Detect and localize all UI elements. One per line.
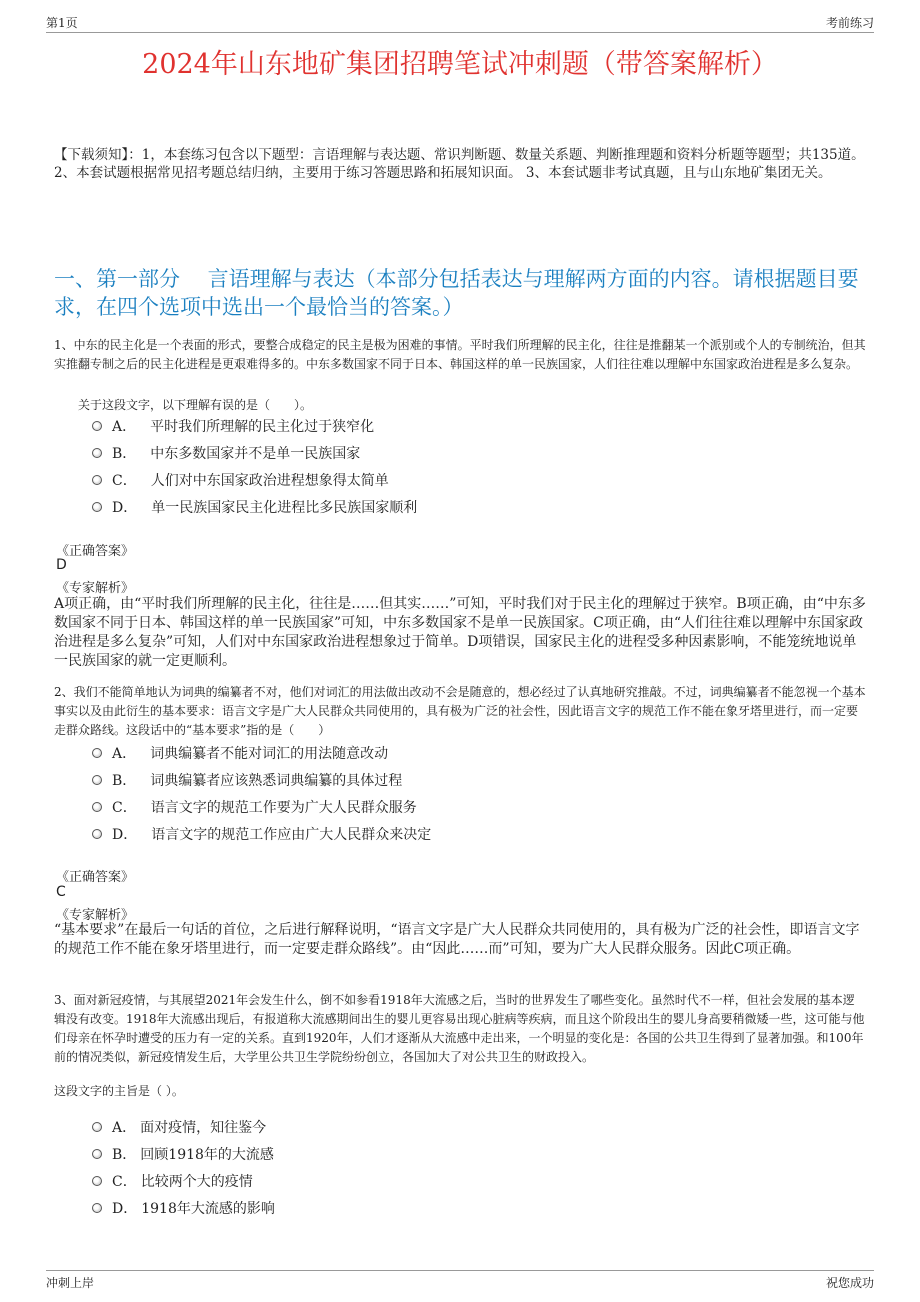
q1-option-c[interactable]: C． 人们对中东国家政治进程想象得太简单	[92, 470, 389, 490]
footer-right-text: 祝您成功	[825, 1276, 874, 1290]
section-heading: 一、第一部分 言语理解与表达（本部分包括表达与理解两方面的内容。请根据题目要求，在四个选项中选出一个最恰当的答案。）	[54, 267, 859, 319]
q1-option-d[interactable]: D． 单一民族国家民主化进程比多民族国家顺利	[92, 497, 417, 517]
q2-option-c[interactable]: C． 语言文字的规范工作要为广大人民群众服务	[92, 797, 417, 817]
answer-explanation: A项正确，由“平时我们所理解的民主化，往往是……但其实……”可知，平时我们对于民主化的理解过于狭窄。B项正确，由“中东多数国家不同于日本、韩国这样的单一民族国家”可知，中东多数国家不是单一民族国家。C项正确，由“人们往往难以理解中东国家政治进程是多么复杂”可知，人们对中东国家政治进程想象过于简单。D项错误，国家民主化的进程受多种因素影响，不能笼统地说单一民族国家的就一定更顺利。	[54, 596, 866, 669]
q1-option-b[interactable]: B． 中东多数国家并不是单一民族国家	[92, 443, 360, 463]
correct-answer: C	[56, 884, 66, 900]
question-2-text: 2、我们不能简单地认为词典的编纂者不对，他们对词汇的用法做出改动不会是随意的，想必经过了认真地研究推敲。不过，词典编纂者不能忽视一个基本事实以及由此衍生的基本要求：语言文字是广大人民群众共同使用的，具有极为广泛的社会性，因此语言文字的规范工作不能在象牙塔里进行，而一定要走群众路线。这段话中的“基本要求”指的是（ ）	[54, 685, 866, 737]
radio-button-icon[interactable]	[92, 748, 102, 758]
radio-button-icon[interactable]	[92, 502, 102, 512]
q2-option-b[interactable]: B． 词典编纂者应该熟悉词典编纂的具体过程	[92, 770, 402, 790]
header-tag: 考前练习	[825, 16, 874, 30]
radio-button-icon[interactable]	[92, 1203, 102, 1213]
radio-button-icon[interactable]	[92, 775, 102, 785]
radio-button-icon[interactable]	[92, 802, 102, 812]
download-notice: 【下载须知】：1，本套练习包含以下题型：言语理解与表达题、常识判断题、数量关系题、判断推理题和资料分析题等题型；共135道。 2、本套试题根据常见招考题总结归纳，主要用于练习答题思路和拓展知识面。 3、本套试题非考试真题，且与山东地矿集团无关。	[54, 147, 865, 181]
q3-option-a[interactable]: A． 面对疫情，知往鉴今	[92, 1117, 266, 1137]
radio-button-icon[interactable]	[92, 1149, 102, 1159]
radio-button-icon[interactable]	[92, 421, 102, 431]
q3-option-d[interactable]: D． 1918年大流感的影响	[92, 1198, 275, 1218]
q1-option-a[interactable]: A． 平时我们所理解的民主化过于狭窄化	[92, 416, 374, 436]
document-title: 2024年山东地矿集团招聘笔试冲刺题（带答案解析）	[142, 49, 778, 80]
answer-label: 《正确答案》	[56, 544, 135, 559]
correct-answer: D	[56, 557, 67, 573]
radio-button-icon[interactable]	[92, 475, 102, 485]
analysis-label: 《专家解析》	[56, 908, 135, 923]
radio-button-icon[interactable]	[92, 1122, 102, 1132]
q2-option-d[interactable]: D． 语言文字的规范工作应由广大人民群众来决定	[92, 824, 431, 844]
q3-option-c[interactable]: C． 比较两个大的疫情	[92, 1171, 253, 1191]
answer-label: 《正确答案》	[56, 870, 135, 885]
page-header	[46, 10, 874, 33]
radio-button-icon[interactable]	[92, 829, 102, 839]
question-1-stem: 关于这段文字，以下理解有误的是（ ）。	[78, 398, 313, 412]
page-footer	[46, 1270, 874, 1293]
q2-option-a[interactable]: A． 词典编纂者不能对词汇的用法随意改动	[92, 743, 388, 763]
page-number: 第1页	[46, 16, 78, 30]
answer-explanation: “基本要求”在最后一句话的首位，之后进行解释说明，“语言文字是广大人民群众共同使用的，具有极为广泛的社会性，即语言文字的规范工作不能在象牙塔里进行，而一定要走群众路线”。由“因此……而”可知，要为广大人民群众服务。因此C项正确。	[54, 922, 860, 957]
footer-left-text: 冲刺上岸	[46, 1276, 95, 1290]
question-3-text: 3、面对新冠疫情，与其展望2021年会发生什么，倒不如参看1918年大流感之后，当时的世界发生了哪些变化。虽然时代不一样，但社会发展的基本逻辑没有改变。1918年大流感出现后，有报道称大流感期间出生的婴儿更容易出现心脏病等疾病，而且这个阶段出生的婴儿身高要稍微矮一些，这可能与他们母亲在怀孕时遭受的压力有一定的关系。直到1920年，人们才逐渐从大流感中走出来，一个明显的变化是：各国的公共卫生得到了显著加强。和100年前的情况类似，新冠疫情发生后，大学里公共卫生学院纷纷创立，各国加大了对公共卫生的财政投入。	[54, 993, 865, 1064]
question-3-stem: 这段文字的主旨是（ ）。	[54, 1084, 184, 1098]
analysis-label: 《专家解析》	[56, 581, 135, 596]
radio-button-icon[interactable]	[92, 1176, 102, 1186]
radio-button-icon[interactable]	[92, 448, 102, 458]
question-1-text: 1、中东的民主化是一个表面的形式，要整合成稳定的民主是极为困难的事情。平时我们所理解的民主化，往往是推翻某一个派别或个人的专制统治，但其实推翻专制之后的民主化进程是更艰难得多的。中东多数国家不同于日本、韩国这样的单一民族国家，人们往往难以理解中东国家政治进程是多么复杂。	[54, 338, 866, 371]
q3-option-b[interactable]: B． 回顾1918年的大流感	[92, 1144, 274, 1164]
